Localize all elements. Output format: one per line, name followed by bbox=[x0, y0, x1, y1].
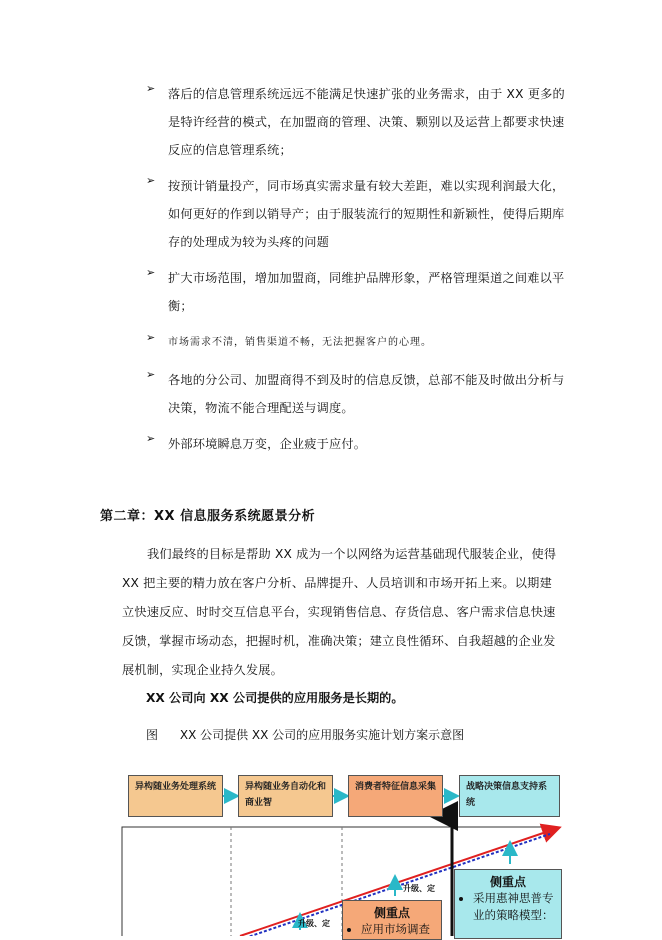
implementation-plan-diagram bbox=[120, 770, 562, 936]
focus-list bbox=[461, 890, 555, 924]
figure-caption bbox=[146, 726, 464, 743]
arrow-bullet-icon: ➢ bbox=[146, 82, 156, 95]
arrow-bullet-icon: ➢ bbox=[146, 368, 156, 381]
arrow-bullet-icon: ➢ bbox=[146, 331, 156, 344]
stage-label: 消费者特征信息采集 bbox=[355, 782, 437, 792]
figure-label: 图 bbox=[146, 728, 159, 742]
bullet-item bbox=[146, 80, 576, 164]
bullet-item bbox=[146, 329, 576, 357]
arrow-bullet-icon: ➢ bbox=[146, 174, 156, 187]
focus-item: • 应用市场调查 bbox=[361, 921, 435, 938]
focus-title: 侧重点 bbox=[489, 875, 526, 889]
focus-item: • 采用惠神思普专业的策略模型： bbox=[473, 890, 555, 924]
bullet-text: 落后的信息管理系统远远不能满足快速扩张的业务需求，由于 XX 更多的是特许经营的模式，在加盟商的管理、决策、颗别以及运营上都要求快速反应的信息管理系统； bbox=[168, 87, 565, 157]
figure-caption-text: XX 公司提供 XX 公司的应用服务实施计划方案示意图 bbox=[179, 728, 465, 742]
focus-list bbox=[349, 921, 435, 938]
stage-label: 异构随业务处理系统 bbox=[135, 782, 217, 792]
stage-box bbox=[348, 775, 443, 817]
bullet-item bbox=[146, 264, 576, 320]
bullet-text: 市场需求不清，销售渠道不畅，无法把握客户的心理。 bbox=[168, 337, 432, 348]
bullet-item bbox=[146, 430, 576, 458]
bullet-item bbox=[146, 366, 576, 422]
focus-box bbox=[342, 900, 442, 940]
stage-box bbox=[238, 775, 333, 817]
step-label: 升级、定 bbox=[298, 919, 330, 928]
chapter-heading: 第二章：XX 信息服务系统愿景分析 bbox=[100, 509, 316, 524]
bullet-text: 按预计销量投产，同市场真实需求量有较大差距，难以实现利润最大化，如何更好的作到以销导产；由于服装流行的短期性和新颖性，使得后期库存的处理成为较为头疼的问题 bbox=[168, 179, 565, 249]
focus-title: 侧重点 bbox=[373, 906, 410, 920]
bullet-text: 外部环境瞬息万变，企业疲于应付。 bbox=[168, 437, 367, 451]
step-label: 升级、定 bbox=[403, 884, 435, 893]
bold-statement: XX 公司向 XX 公司提供的应用服务是长期的。 bbox=[146, 691, 404, 705]
stage-box bbox=[459, 775, 560, 817]
arrow-bullet-icon: ➢ bbox=[146, 266, 156, 279]
stage-box bbox=[128, 775, 223, 817]
focus-box bbox=[454, 869, 562, 939]
bullet-text: 扩大市场范围，增加加盟商，同维护品牌形象，严格管理渠道之间难以平衡； bbox=[168, 271, 565, 313]
body-paragraph: 我们最终的目标是帮助 XX 成为一个以网络为运营基础现代服装企业，使得 XX 把主要的精力放在客户分析、品牌提升、人员培训和市场开拓上来。以期建立快速反应、时时交互信息平台，实现销售信息、存货信息、客户需求信息快速反馈，掌握市场动态，把握时机，准确决策；建立良性循环、自我超越的企业发展机制，实现企业持久发展。 bbox=[122, 547, 557, 677]
bullet-text: 各地的分公司、加盟商得不到及时的信息反馈，总部不能及时做出分析与决策，物流不能合理配送与调度。 bbox=[168, 373, 565, 415]
bullet-item bbox=[146, 172, 576, 256]
stage-label: 异构随业务自动化和商业智 bbox=[245, 782, 327, 808]
stage-label: 战略决策信息支持系统 bbox=[466, 782, 548, 808]
arrow-bullet-icon: ➢ bbox=[146, 432, 156, 445]
